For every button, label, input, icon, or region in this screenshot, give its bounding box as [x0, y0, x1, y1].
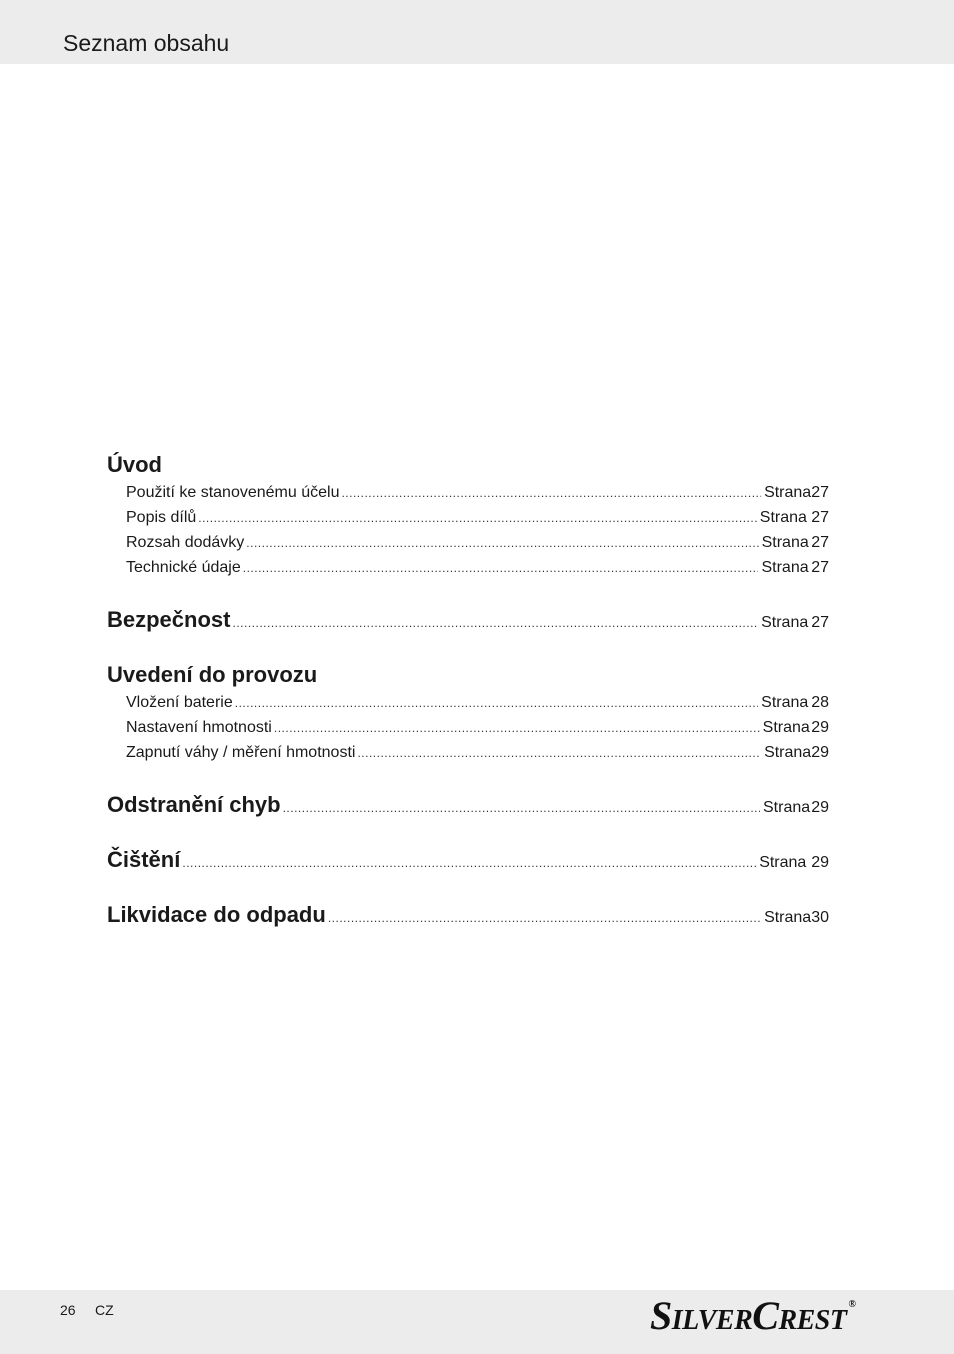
logo-letters: REST	[778, 1305, 847, 1336]
toc-entry-page: 28	[811, 694, 829, 711]
toc-entry[interactable]	[107, 740, 829, 765]
toc-entry-strana: Strana	[762, 719, 810, 736]
dot-leader	[243, 556, 759, 581]
toc-section-bezpecnost	[107, 605, 829, 635]
toc-section-uvod	[107, 450, 829, 580]
toc-section-odstraneni	[107, 790, 829, 820]
toc-entry-page: 29	[811, 799, 829, 816]
dot-leader	[198, 506, 757, 531]
toc-entry-page: 29	[811, 744, 829, 761]
toc-entry-label: Nastavení hmotnosti	[126, 719, 272, 736]
toc-section-likvidace	[107, 900, 829, 930]
dot-leader	[246, 531, 758, 556]
toc-heading: Odstranění chyb	[107, 792, 281, 817]
toc-entry-strana: Strana	[759, 509, 807, 526]
toc-entry-label: Rozsah dodávky	[126, 534, 245, 551]
dot-leader	[357, 741, 761, 766]
toc-entry-page: 27	[811, 509, 829, 526]
toc-heading: Úvod	[107, 452, 162, 477]
toc-entry[interactable]	[107, 505, 829, 530]
registered-mark: ®	[848, 1299, 856, 1310]
toc-entry-page: 29	[811, 719, 829, 736]
toc-entry[interactable]	[107, 845, 829, 875]
table-of-contents	[107, 450, 829, 930]
toc-entry-label: Popis dílů	[126, 509, 197, 526]
toc-entry[interactable]	[107, 480, 829, 505]
toc-entry-page: 27	[811, 614, 829, 631]
footer-language: CZ	[95, 1302, 114, 1318]
toc-entry-page: 27	[811, 534, 829, 551]
dot-leader	[328, 903, 761, 933]
logo-letters: ILVER	[671, 1305, 753, 1336]
logo-letter: C	[752, 1293, 779, 1338]
toc-entry-strana: Strana	[764, 744, 812, 761]
toc-heading: Bezpečnost	[107, 607, 231, 632]
toc-entry-label: Technické údaje	[126, 559, 241, 576]
toc-entry-strana: Strana	[764, 484, 812, 501]
toc-entry-label: Zapnutí váhy / měření hmotnosti	[126, 744, 356, 761]
dot-leader	[274, 716, 760, 741]
footer-page-number: 26	[60, 1302, 76, 1318]
toc-section-uvedeni	[107, 660, 829, 765]
toc-heading: Uvedení do provozu	[107, 662, 318, 687]
silvercrest-logo	[650, 1292, 855, 1339]
dot-leader	[232, 608, 758, 638]
toc-entry-page: 27	[811, 559, 829, 576]
toc-entry-page: 30	[811, 909, 829, 926]
dot-leader	[283, 793, 760, 823]
toc-entry-strana: Strana	[759, 854, 807, 871]
toc-entry-page: 27	[811, 484, 829, 501]
toc-section-cisteni	[107, 845, 829, 875]
toc-entry-label: Vložení baterie	[126, 694, 233, 711]
logo-letter: S	[650, 1293, 672, 1338]
toc-entry[interactable]	[107, 690, 829, 715]
toc-entry-strana: Strana	[761, 614, 809, 631]
toc-heading: Likvidace do odpadu	[107, 902, 326, 927]
toc-entry-label: Použití ke stanovenému účelu	[126, 484, 340, 501]
toc-heading: Čištění	[107, 847, 181, 872]
dot-leader	[182, 848, 756, 878]
toc-entry-page: 29	[811, 854, 829, 871]
toc-entry-strana: Strana	[761, 534, 809, 551]
toc-entry-strana: Strana	[761, 694, 809, 711]
toc-entry-strana: Strana	[763, 799, 811, 816]
toc-entry[interactable]	[107, 530, 829, 555]
toc-entry[interactable]	[107, 900, 829, 930]
page-title: Seznam obsahu	[63, 30, 230, 56]
toc-entry[interactable]	[107, 790, 829, 820]
toc-entry-strana: Strana	[761, 559, 809, 576]
toc-entry[interactable]	[107, 715, 829, 740]
toc-entry-strana: Strana	[764, 909, 812, 926]
toc-entry[interactable]	[107, 555, 829, 580]
toc-entry[interactable]	[107, 605, 829, 635]
dot-leader	[235, 691, 758, 716]
dot-leader	[341, 481, 761, 506]
